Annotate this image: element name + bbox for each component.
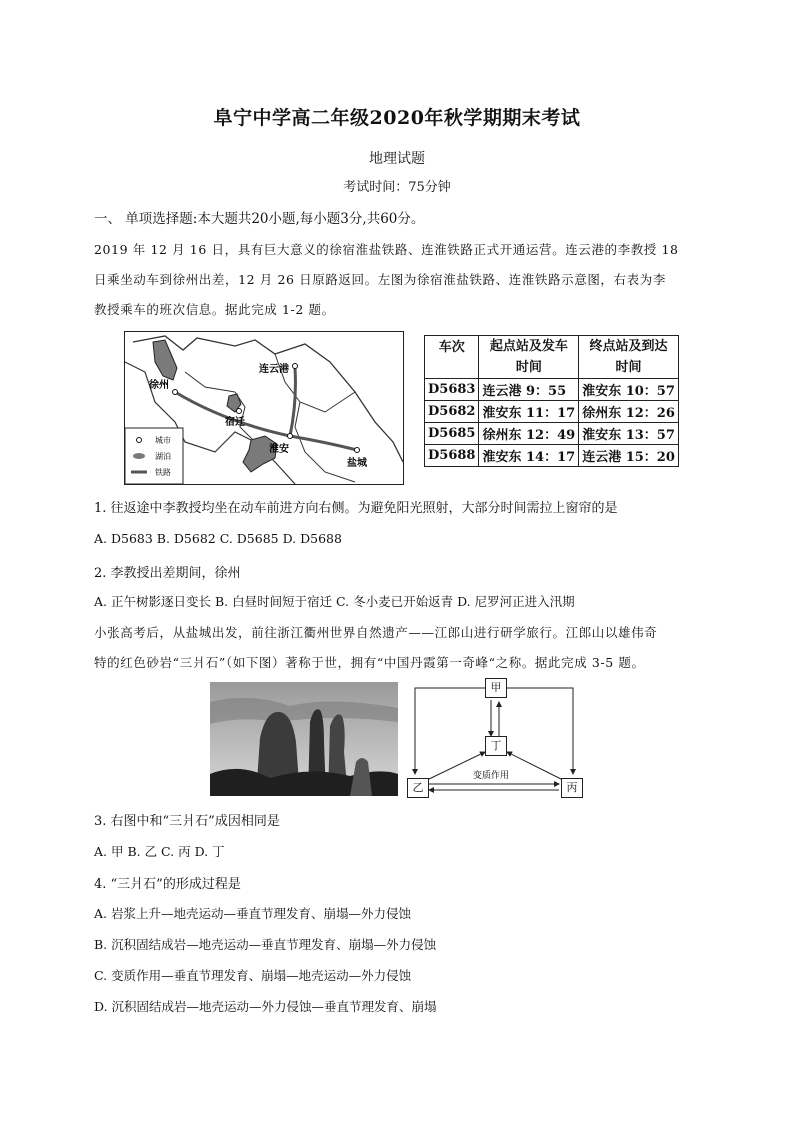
sanpan-rock-photo [210, 682, 398, 796]
departure: 淮安东 11：17 [479, 401, 579, 423]
train-id: D5685 [425, 423, 479, 445]
q4-option-b: B. 沉积固结成岩—地壳运动—垂直节理发育、崩塌—外力侵蚀 [94, 937, 437, 952]
arrival: 连云港 15：20 [579, 445, 679, 467]
q1-options: A. D5683 B. D5682 C. D5685 D. D5688 [94, 531, 342, 546]
table-row [425, 379, 679, 401]
legend-lake-icon [133, 453, 145, 459]
legend-city-icon [137, 438, 142, 443]
passage2-line2: 特的红色砂岩“三爿石”（如下图）著称于世，拥有“中国丹霞第一奇峰“之称。据此完成 3-5 题。 [94, 655, 645, 670]
city-label-suqian: 宿迁 [225, 417, 245, 428]
section-heading: 一、 单项选择题:本大题共20小题,每小题3分,共60分。 [94, 211, 425, 227]
train-id: D5682 [425, 401, 479, 423]
passage1-line2: 日乘坐动车到徐州出差，12 月 26 日原路返回。左图为徐宿淮盐铁路、连淮铁路示意图，右表为李 [94, 272, 666, 287]
train-schedule-table [424, 335, 679, 467]
legend-city: 城市 [155, 436, 171, 445]
passage2-line1: 小张高考后，从盐城出发，前往浙江衢州世界自然遗产——江郎山进行研学旅行。江郎山以雄伟奇 [94, 625, 658, 640]
city-label-xuzhou: 徐州 [149, 380, 169, 391]
q1-stem: 1. 往返途中李教授均坐在动车前进方向右侧。为避免阳光照射，大部分时间需拉上窗帘的是 [94, 501, 618, 516]
q2-options: A. 正午树影逐日变长 B. 白昼时间短于宿迁 C. 冬小麦已开始返青 D. 尼罗河正进入汛期 [94, 594, 575, 609]
node-ding: 丁 [485, 736, 507, 756]
q3-stem: 3. 右图中和“三爿石”成因相同是 [94, 814, 280, 829]
q4-option-a: A. 岩浆上升—地壳运动—垂直节理发育、崩塌—外力侵蚀 [94, 906, 411, 921]
rock-cycle-diagram [405, 678, 585, 800]
city-label-huaian: 淮安 [269, 444, 289, 455]
departure: 连云港 9：55 [479, 379, 579, 401]
sanpan-rock-illustration [210, 682, 398, 796]
table-header-row [425, 336, 679, 358]
exam-subject: 地理试题 [369, 151, 425, 167]
legend-rail: 铁路 [155, 468, 171, 477]
departure: 徐州东 12：49 [479, 423, 579, 445]
train-id: D5688 [425, 445, 479, 467]
q4-option-d: D. 沉积固结成岩—地壳运动—外力侵蚀—垂直节理发育、崩塌 [94, 999, 437, 1014]
arrival: 淮安东 10：57 [579, 379, 679, 401]
q4-option-c: C. 变质作用—垂直节理发育、崩塌—地壳运动—外力侵蚀 [94, 968, 412, 983]
table-row [425, 423, 679, 445]
header-departure-time: 时间 [479, 357, 579, 379]
header-train: 车次 [425, 336, 479, 379]
exam-title: 阜宁中学高二年级2020年秋学期期末考试 [213, 107, 581, 129]
node-bing: 丙 [561, 778, 583, 798]
header-departure: 起点站及发车 [479, 336, 579, 358]
q2-stem: 2. 李教授出差期间，徐州 [94, 566, 241, 581]
node-yi: 乙 [407, 778, 429, 798]
legend-lake: 湖泊 [155, 452, 171, 461]
q4-stem: 4. “三爿石”的形成过程是 [94, 877, 241, 892]
railway-map-svg [125, 332, 403, 484]
passage1-line1: 2019 年 12 月 16 日，具有巨大意义的徐宿淮盐铁路、连淮铁路正式开通运营。连云港的李教授 18 [94, 242, 679, 257]
header-arrival-time: 时间 [579, 357, 679, 379]
passage1-line3: 教授乘车的班次信息。据此完成 1-2 题。 [94, 302, 335, 317]
table-row [425, 401, 679, 423]
node-jia: 甲 [485, 678, 507, 698]
header-arrival: 终点站及到达 [579, 336, 679, 358]
arrival: 淮安东 13：57 [579, 423, 679, 445]
arrival: 徐州东 12：26 [579, 401, 679, 423]
exam-time: 考试时间：75分钟 [343, 180, 451, 195]
q3-options: A. 甲 B. 乙 C. 丙 D. 丁 [94, 844, 225, 859]
city-label-lianyungang: 连云港 [259, 364, 289, 375]
railway-map [124, 331, 404, 485]
city-label-yancheng: 盐城 [347, 458, 367, 469]
departure: 淮安东 14：17 [479, 445, 579, 467]
table-row [425, 445, 679, 467]
metamorphism-label: 变质作用 [473, 771, 510, 781]
train-id: D5683 [425, 379, 479, 401]
